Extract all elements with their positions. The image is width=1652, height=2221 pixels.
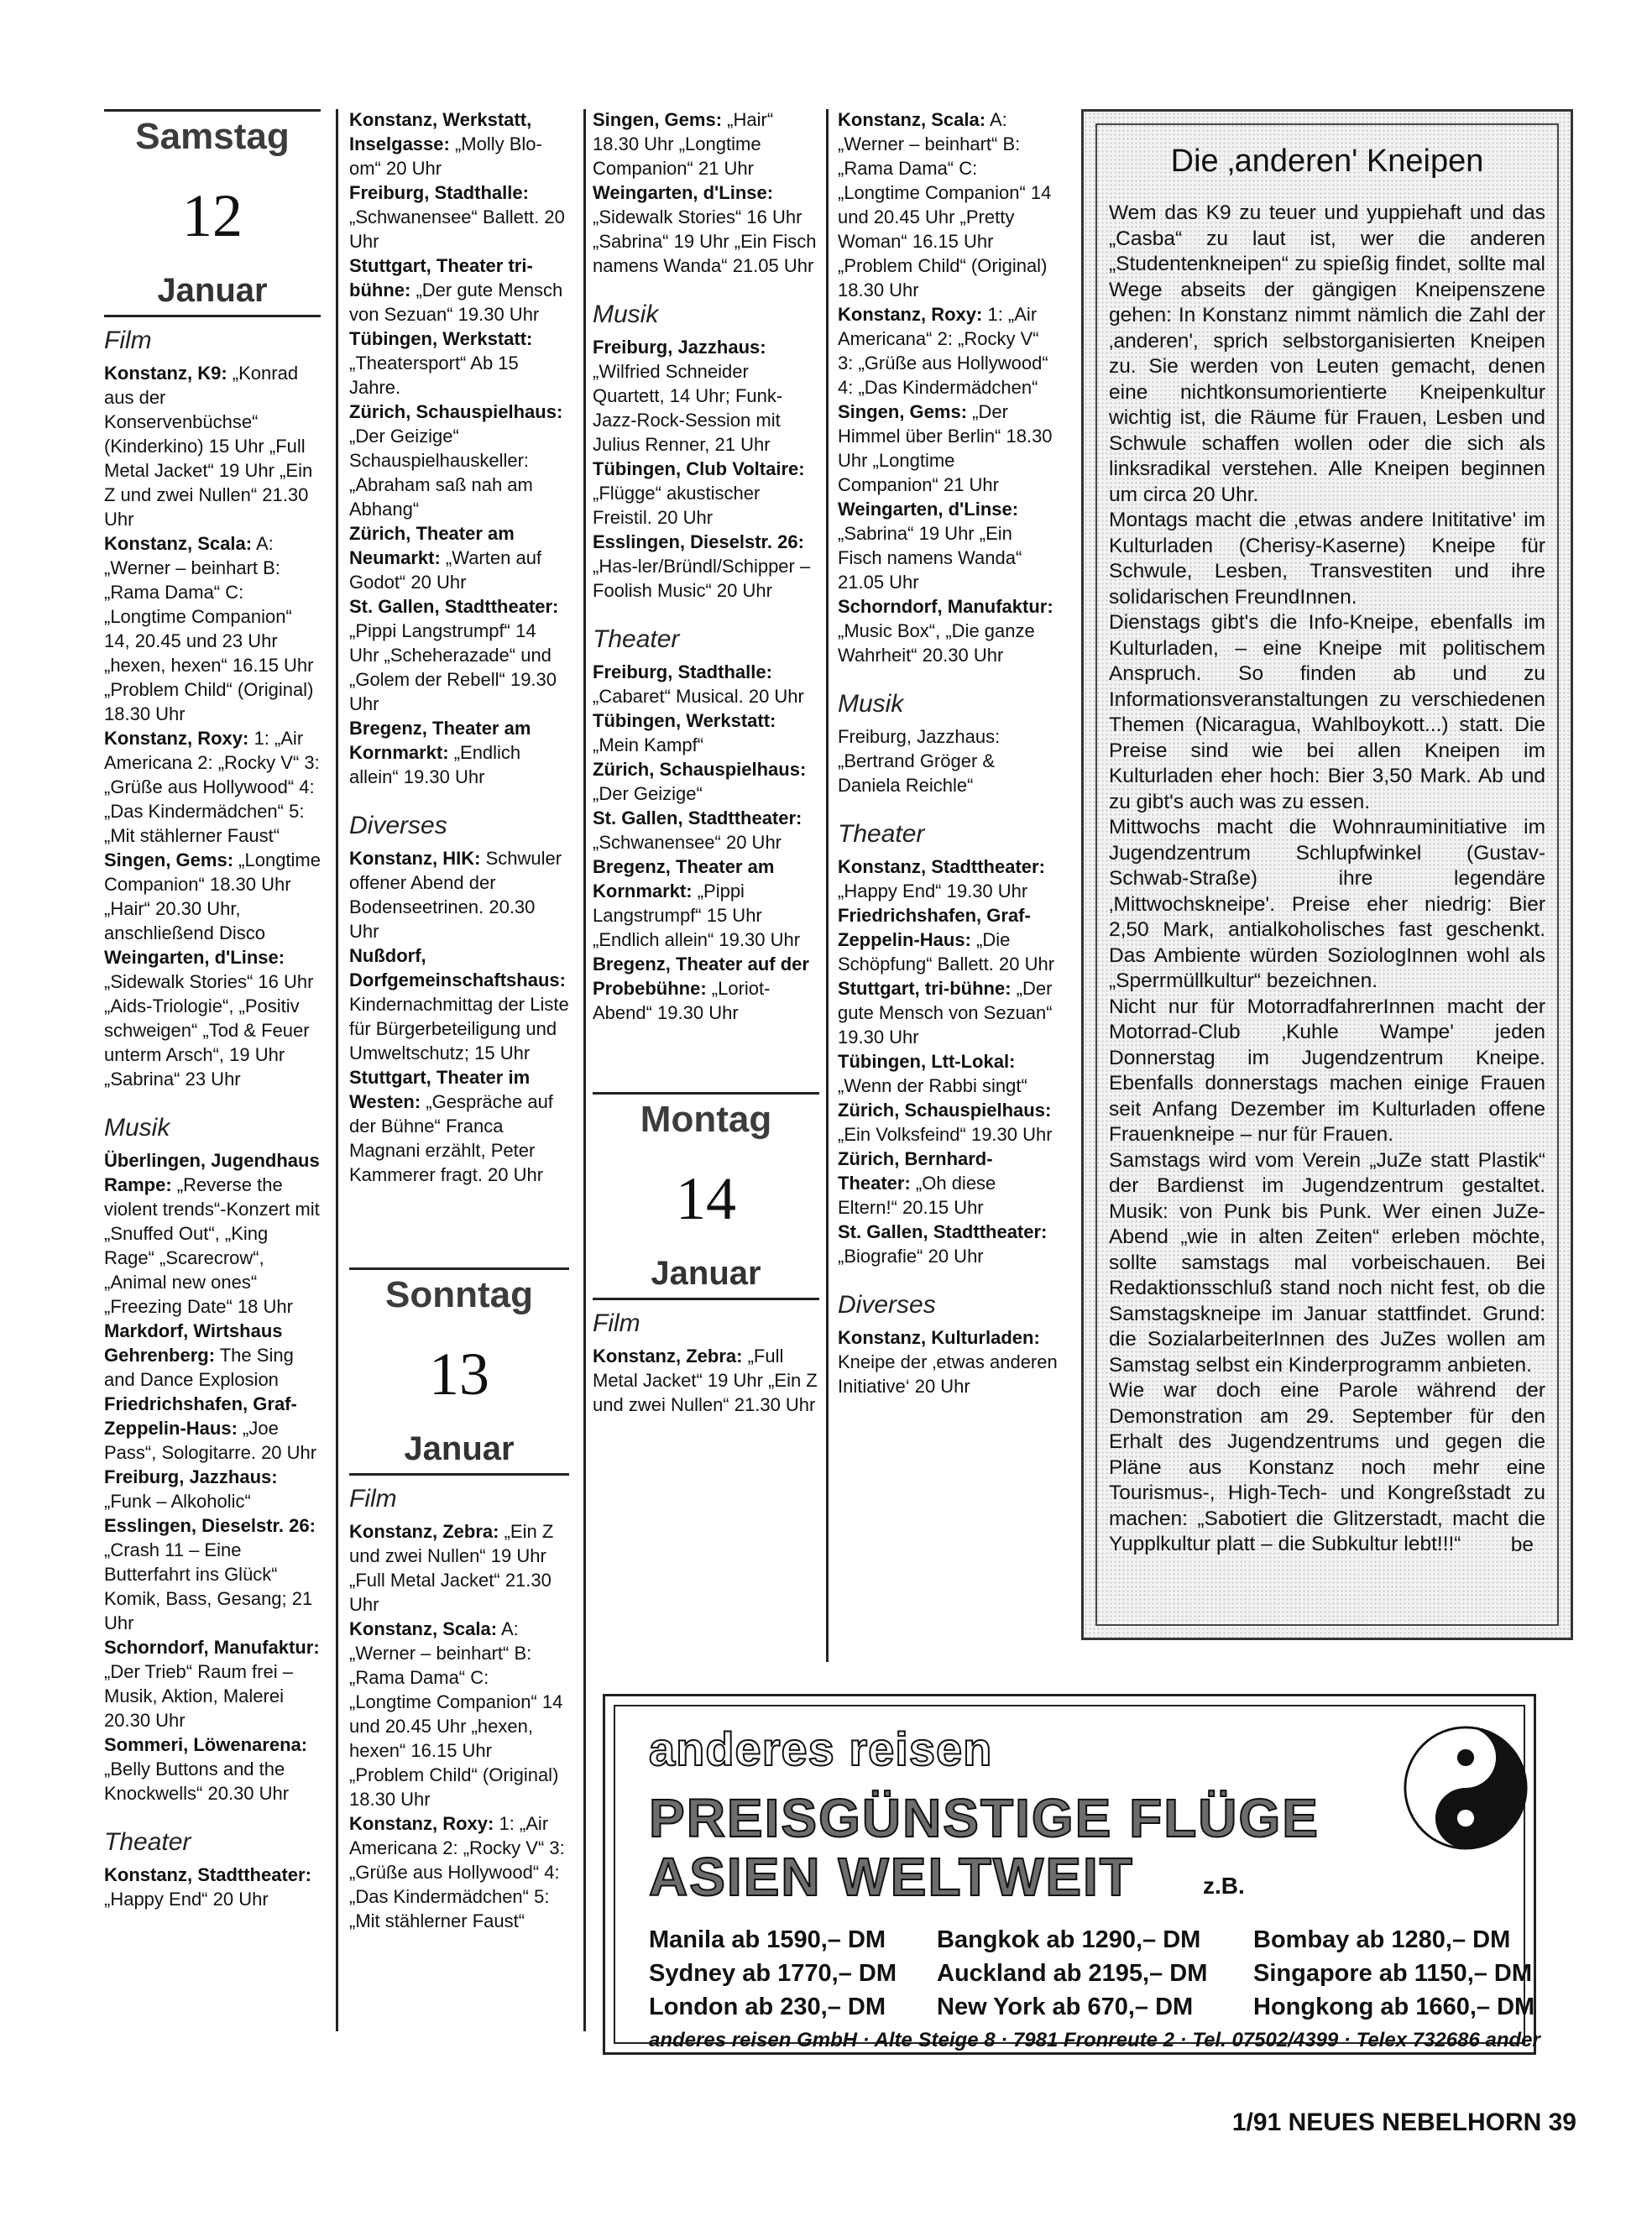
venue: Singen, Gems: (838, 401, 968, 422)
venue: Stuttgart, tri-bühne: (838, 978, 1012, 999)
article-paragraph: Nicht nur für MotorradfahrerInnen macht der Motorrad-Club ‚Kuhle Wampe' jeden Donnerstag im Jugendzentrum Kneipe. Ebenfalls donnerstags machen einige Frauen seit Anfang Dezember im Kulturladen offene Frauenkneipe – nur für Frauen. (1109, 995, 1545, 1146)
venue: Bregenz, Theater am Kornmarkt: (349, 718, 531, 763)
event-details: „Warten auf Godot“ 20 Uhr (349, 547, 542, 593)
ad-price-row: Sydney ab 1770,– DM (649, 1960, 897, 1987)
ad-subheadline: ASIEN WELTWEIT (649, 1847, 1134, 1907)
article-paragraph: Mittwochs macht die Wohnrauminitiative im Jugendzentrum Schlupfwinkel (Gustav-Schwab-Straße) ihre legendäre ‚Mittwochskneipe'. Preise eher niedrig: Bier 2,50 Mark, antialkoholisches fast geschenkt. Das Ambiente würden SoziologInnen wohl als „Sperrmüllkultur“ bezeichnen. (1109, 816, 1545, 992)
day-number: 13 (429, 1340, 489, 1408)
listing-entry (593, 952, 819, 1025)
event-details: „Reverse the violent trends“-Konzert mit „Snuffed Out“, „King Rage“ „Scarecrow“, „Animal new ones“ „Freezing Date“ 18 Uhr (104, 1174, 320, 1317)
listing-entry (104, 848, 321, 945)
event-details: 1: „Air Americana“ 2: „Rocky V“ 3: „Grüße aus Hollywood“ 4: „Das Kindermädchen“ (838, 304, 1048, 398)
venue: Freiburg, Stadthalle: (349, 182, 529, 203)
listing-entry (593, 1344, 819, 1417)
listing-entry (349, 943, 569, 1065)
venue: Konstanz, Scala: (838, 109, 986, 130)
venue: Zürich, Schauspielhaus: (838, 1100, 1052, 1121)
event-details: Freiburg, Jazzhaus: „Bertrand Gröger & Daniela Reichle“ (838, 726, 1001, 796)
day-name: Sonntag (385, 1274, 533, 1315)
event-details: „Oh diese Eltern!“ 20.15 Uhr (838, 1173, 996, 1218)
venue: Freiburg, Jazzhaus: (104, 1466, 278, 1487)
venue: Zürich, Schauspielhaus: (349, 401, 563, 422)
venue: St. Gallen, Stadttheater: (838, 1221, 1048, 1242)
article-paragraph: Montags macht die ‚etwas andere Inititative' im Kulturladen (Cherisy-Kaserne) Kneipe für Schwule, Lesben, Transvestiten und ihre solidarischen FreundInnen. (1109, 509, 1545, 609)
venue: Freiburg, Stadthalle: (593, 661, 772, 682)
event-details: „Full Metal Jacket“ 19 Uhr „Ein Z und zwei Nullen“ 21.30 Uhr (593, 1346, 818, 1415)
event-details: „Der gute Mensch von Sezuan“ 19.30 Uhr (349, 280, 563, 325)
venue: Markdorf, Wirtshaus Gehrenberg: (104, 1320, 283, 1366)
listing-entry (593, 335, 819, 457)
venue: Konstanz, Scala: (349, 1618, 498, 1639)
ad-price-row: Hongkong ab 1660,– DM (1253, 1994, 1535, 2020)
event-details: „Cabaret“ Musical. 20 Uhr (593, 686, 804, 707)
yin-yang-icon (1403, 1725, 1529, 1851)
event-details: A: „Werner – beinhart“ B: „Rama Dama“ C: „Longtime Companion“ 14 und 20.45 Uhr „Pretty Woman“ 16.15 Uhr „Problem Child“ (Original) 18.30 Uhr (838, 109, 1052, 300)
listing-entry (349, 1065, 569, 1187)
listing-entry (349, 1811, 569, 1933)
venue: Tübingen, Werkstatt: (349, 328, 533, 349)
event-details: A: „Werner – beinhart B: „Rama Dama“ C: „Longtime Companion“ 14, 20.45 und 23 Uhr „hexen, hexen“ 16.15 Uhr „Problem Child“ (Original) 18.30 Uhr (104, 533, 314, 724)
day-number: 12 (182, 182, 243, 249)
listing-entry (104, 1513, 321, 1635)
column-2 (349, 107, 569, 1933)
listing-col4-theater (838, 854, 1059, 1268)
listing-col4-musik (838, 724, 1059, 797)
event-details: „Sidewalk Stories“ 16 Uhr „Sabrina“ 19 Uhr „Ein Fisch namens Wanda“ 21.05 Uhr (593, 206, 817, 276)
event-details: „Mein Kampf“ (593, 734, 704, 755)
event-details: „Ein Z und zwei Nullen“ 19 Uhr „Full Metal Jacket“ 21.30 Uhr (349, 1521, 554, 1615)
event-details: „Longtime Companion“ 18.30 Uhr „Hair“ 20.30 Uhr, anschließend Disco (104, 849, 321, 943)
listing-sunday-film (349, 1519, 569, 1933)
listing-entry (104, 1635, 321, 1732)
listing-entry (349, 327, 569, 400)
listing-entry (838, 107, 1059, 302)
listing-entry (838, 302, 1059, 400)
listing-entry (104, 945, 321, 1091)
event-details: „Konrad aus der Konservenbüchse“ (Kinderkino) 15 Uhr „Full Metal Jacket“ 19 Uhr „Ein Z und zwei Nullen“ 21.30 Uhr (104, 363, 313, 530)
ad-brand: anderes reisen (649, 1722, 993, 1775)
month-name: Januar (104, 271, 321, 317)
section-heading: Musik (104, 1114, 170, 1142)
ad-price-row: Bangkok ab 1290,– DM (937, 1926, 1201, 1953)
listing-entry (838, 497, 1059, 594)
section-heading: Film (349, 1485, 397, 1513)
listing-entry (593, 757, 819, 806)
ad-headline: PREISGÜNSTIGE FLÜGE (649, 1788, 1320, 1848)
listing-entry (104, 1148, 321, 1319)
listing-saturday-theater (104, 1863, 321, 1911)
event-details: „Happy End“ 19.30 Uhr (838, 881, 1028, 901)
event-details: Schwuler offener Abend der Bodenseetrinen. 20.30 Uhr (349, 848, 562, 942)
event-details: „Biografie“ 20 Uhr (838, 1246, 984, 1267)
listing-entry (593, 806, 819, 854)
listing-col4 (838, 107, 1059, 667)
listing-entry (838, 400, 1059, 497)
event-details: „Der Himmel über Berlin“ 18.30 Uhr „Longtime Companion“ 21 Uhr (838, 401, 1053, 495)
venue: Weingarten, d'Linse: (104, 947, 285, 968)
venue: Konstanz, Stadttheater: (104, 1864, 311, 1885)
listing-entry (593, 660, 819, 708)
venue: St. Gallen, Stadttheater: (593, 807, 802, 828)
event-details: „Der gute Mensch von Sezuan“ 19.30 Uhr (838, 978, 1053, 1048)
event-details: „Wenn der Rabbi singt“ (838, 1075, 1027, 1096)
article-title: Die ‚anderen' Kneipen (1170, 144, 1484, 179)
day-header-saturday (104, 109, 321, 317)
venue: Esslingen, Dieselstr. 26: (593, 531, 804, 552)
listing-entry (104, 1863, 321, 1911)
listing-entry (593, 107, 819, 180)
listing-entry (349, 521, 569, 594)
listing-entry (349, 594, 569, 716)
article-paragraph: Wie war doch eine Parole während der Demonstration am 29. September für den Erhalt des Jugendzentrums und gegen die Pläne aus Konstanz noch mehr eine Tourismus-, High-Tech- und Kongreßstadt zu machen: „Sabotiert die Glitzerstadt, macht die Yupplkultur platt – die Subkultur lebt!!!“ (1109, 1379, 1545, 1555)
ad-price-row: Singapore ab 1150,– DM (1253, 1960, 1533, 1987)
event-details: „Gespräche auf der Bühne“ Franca Magnani erzählt, Peter Kammerer fragt. 20 Uhr (349, 1091, 553, 1185)
event-details: „Schwanensee“ 20 Uhr (593, 832, 782, 853)
ad-price-row: Auckland ab 2195,– DM (937, 1960, 1208, 1987)
event-details: „Funk – Alkoholic“ (104, 1491, 251, 1512)
listing-entry (104, 1319, 321, 1392)
article-signature: be (1510, 1533, 1534, 1556)
article-paragraph: Dienstags gibt's die Info-Kneipe, ebenfalls im Kulturladen, – eine Kneipe mit politischem Anspruch. So finden ab und zu Informationsveranstaltungen zu verschiedenen Themen (Nicaragua, Wahlboykott...) statt. Die Preise sind wie bei allen Kneipen im Kulturladen eher hoch: Bier 3,50 Mark. Ab und zu gibt's auch was zu essen. (1109, 611, 1545, 813)
travel-advertisement (603, 1694, 1540, 2055)
event-details: „Has-ler/Bründl/Schipper – Foolish Music“ 20 Uhr (593, 556, 811, 601)
section-heading: Film (593, 1309, 640, 1337)
listing-col2 (349, 107, 569, 789)
venue: Esslingen, Dieselstr. 26: (104, 1515, 316, 1536)
event-details: „Der Trieb“ Raum frei – Musik, Aktion, Malerei 20.30 Uhr (104, 1661, 293, 1731)
column-divider (336, 109, 338, 2031)
venue: St. Gallen, Stadttheater: (349, 596, 559, 617)
listing-entry (349, 253, 569, 327)
listing-entry (838, 1098, 1059, 1147)
listing-saturday-film (104, 361, 321, 1091)
event-details: Kindernachmittag der Liste für Bürgerbeteiligung und Umweltschutz; 15 Uhr (349, 994, 569, 1063)
venue: Tübingen, Club Voltaire: (593, 458, 805, 479)
section-heading: Musik (838, 690, 904, 718)
venue: Konstanz, Roxy: (838, 304, 983, 325)
listing-entry (838, 903, 1059, 976)
listing-entry (838, 1147, 1059, 1220)
listing-col2-diverses (349, 846, 569, 1187)
listing-col3-theater (593, 660, 819, 1025)
venue: Konstanz, Scala: (104, 533, 253, 554)
listing-entry (838, 854, 1059, 903)
listing-entry (349, 1519, 569, 1617)
venue: Konstanz, Zebra: (593, 1346, 743, 1367)
venue: Konstanz, Werkstatt, Inselgasse: (349, 109, 532, 154)
event-details: A: „Werner – beinhart“ B: „Rama Dama“ C: „Longtime Companion“ 14 und 20.45 Uhr „hexen, hexen“ 16.15 Uhr „Problem Child“ (Original) 18.30 Uhr (349, 1618, 563, 1810)
event-details: „Sidewalk Stories“ 16 Uhr „Aids-Triologie“, „Positiv schweigen“ „Tod & Feuer unterm Arsch“, 19 Uhr „Sabrina“ 23 Uhr (104, 971, 314, 1090)
venue: Konstanz, Stadttheater: (838, 856, 1045, 877)
venue: Nußdorf, Dorfgemeinschaftshaus: (349, 945, 566, 990)
listing-col3 (593, 107, 819, 278)
venue: Schorndorf, Manufaktur: (104, 1637, 320, 1658)
venue: Konstanz, HIK: (349, 848, 481, 869)
listing-entry (838, 724, 1059, 797)
listing-col3-musik (593, 335, 819, 603)
section-heading: Diverses (349, 812, 447, 839)
listing-entry (104, 531, 321, 726)
venue: Schorndorf, Manufaktur: (838, 596, 1053, 617)
ad-price-row: New York ab 670,– DM (937, 1994, 1194, 2020)
listing-entry (349, 1617, 569, 1811)
event-details: „Pippi Langstrumpf“ 15 Uhr „Endlich allein“ 19.30 Uhr (593, 881, 801, 950)
venue: Bregenz, Theater am Kornmarkt: (593, 856, 775, 901)
section-heading: Theater (104, 1828, 191, 1856)
section-heading: Film (104, 327, 152, 354)
column-saturday (104, 109, 321, 1911)
column-3 (593, 107, 819, 1417)
event-details: Kneipe der ‚etwas anderen Initiative‘ 20 Uhr (838, 1351, 1058, 1397)
listing-entry (838, 1049, 1059, 1098)
venue: Konstanz, Roxy: (349, 1813, 494, 1834)
ad-price-row: Bombay ab 1280,– DM (1253, 1926, 1511, 1953)
event-details: The Sing and Dance Explosion (104, 1345, 294, 1390)
venue: Sommeri, Löwenarena: (104, 1734, 308, 1755)
article-paragraph: Wem das K9 zu teuer und yuppiehaft und das „Casba“ zu laut ist, wer die anderen „Studentenkneipen“ zu spießig findet, sollte mal Wege abseits der gängigen Kneipenszene gehen: In Konstanz nimmt nämlich die Zahl der ‚anderen', sprich selbstorganisierten Kneipen zu. Sie werden von Leuten gemacht, denen eine nichtkonsumorientierte Kneipenkultur wichtig ist, die Räume für Frauen, Lesben und Schwule schaffen wollen oder die sich als linksradikal verstehen. Alle Kneipen beginnen um circa 20 Uhr. (1109, 201, 1545, 506)
article-body (1109, 201, 1545, 1558)
section-heading: Diverses (838, 1291, 936, 1319)
event-details: „Belly Buttons and the Knockwells“ 20.30 Uhr (104, 1759, 290, 1804)
listing-entry (838, 1325, 1059, 1398)
listing-entry (349, 846, 569, 943)
month-name: Januar (593, 1254, 819, 1300)
venue: Friedrichshafen, Graf-Zeppelin-Haus: (838, 905, 1031, 950)
event-details: „Crash 11 – Eine Butterfahrt ins Glück“ Komik, Bass, Gesang; 21 Uhr (104, 1539, 313, 1633)
listing-monday-film (593, 1344, 819, 1417)
event-details: „Wilfried Schneider Quartett, 14 Uhr; Funk-Jazz-Rock-Session mit Julius Renner, 21 Uhr (593, 361, 783, 455)
listing-entry (593, 457, 819, 530)
event-details: „Loriot-Abend“ 19.30 Uhr (593, 978, 771, 1023)
listing-entry (104, 1732, 321, 1806)
section-heading: Theater (838, 820, 925, 848)
listing-col4-diverses (838, 1325, 1059, 1398)
listing-entry (104, 1465, 321, 1513)
event-details: „Music Box“, „Die ganze Wahrheit“ 20.30 Uhr (838, 620, 1035, 666)
event-details: „Pippi Langstrumpf“ 14 Uhr „Scheherazade“ und „Golem der Rebell“ 19.30 Uhr (349, 620, 557, 714)
event-details: 1: „Air Americana 2: „Rocky V“ 3: „Grüße aus Hollywood“ 4: „Das Kindermädchen“ 5: „Mit stählerner Faust“ (349, 1813, 565, 1931)
event-details: „Schwanensee“ Ballett. 20 Uhr (349, 206, 565, 252)
day-header-monday (593, 1092, 819, 1300)
day-number: 14 (676, 1165, 736, 1232)
article-box (1081, 109, 1573, 1640)
venue: Friedrichshafen, Graf-Zeppelin-Haus: (104, 1393, 297, 1439)
month-name: Januar (349, 1429, 569, 1476)
event-details: 1: „Air Americana 2: „Rocky V“ 3: „Grüße aus Hollywood“ 4: „Das Kindermädchen“ 5: „Mit stählerner Faust“ (104, 728, 320, 846)
event-details: „Ein Volksfeind“ 19.30 Uhr (838, 1124, 1053, 1145)
listing-entry (593, 530, 819, 603)
listing-entry (838, 1220, 1059, 1268)
venue: Stuttgart, Theater tri-bühne: (349, 255, 533, 300)
venue: Konstanz, Kulturladen: (838, 1327, 1040, 1348)
venue: Singen, Gems: (104, 849, 234, 870)
event-details: „Sabrina“ 19 Uhr „Ein Fisch namens Wanda“ 21.05 Uhr (838, 523, 1022, 593)
event-details: „Happy End“ 20 Uhr (104, 1889, 269, 1910)
event-details: „Hair“ 18.30 Uhr „Longtime Companion“ 21 Uhr (593, 109, 774, 179)
venue: Konstanz, K9: (104, 363, 227, 384)
venue: Zürich, Bernhard-Theater: (838, 1148, 993, 1194)
listing-saturday-musik (104, 1148, 321, 1806)
listing-entry (349, 180, 569, 253)
event-details: „Flügge“ akustischer Freistil. 20 Uhr (593, 483, 761, 528)
section-heading: Theater (593, 625, 680, 653)
ad-contact: anderes reisen GmbH · Alte Steige 8 · 7981 Fronreute 2 · Tel. 07502/4399 · Telex 732686 ander (649, 2029, 1540, 2051)
venue: Weingarten, d'Linse: (593, 182, 774, 203)
event-details: „Joe Pass“, Sologitarre. 20 Uhr (104, 1418, 317, 1463)
venue: Zürich, Theater am Neumarkt: (349, 523, 515, 568)
column-4 (838, 107, 1059, 1398)
venue: Bregenz, Theater auf der Probebühne: (593, 954, 809, 999)
venue: Weingarten, d'Linse: (838, 499, 1019, 520)
ad-price-row: London ab 230,– DM (649, 1994, 886, 2020)
listing-entry (593, 854, 819, 952)
listing-entry (838, 976, 1059, 1049)
event-details: „Der Geizige“ (593, 783, 703, 804)
day-name: Samstag (135, 116, 290, 157)
venue: Überlingen, Jugendhaus Rampe: (104, 1150, 320, 1195)
listing-entry (104, 361, 321, 531)
listing-entry (349, 107, 569, 180)
event-details: „Theatersport“ Ab 15 Jahre. (349, 353, 519, 398)
listing-entry (349, 400, 569, 521)
page-footer: 1/91 NEUES NEBELHORN 39 (1231, 2109, 1576, 2136)
column-divider (826, 109, 829, 1662)
listing-entry (104, 726, 321, 848)
venue: Konstanz, Zebra: (349, 1521, 499, 1542)
venue: Tübingen, Ltt-Lokal: (838, 1051, 1016, 1072)
listing-entry (593, 708, 819, 757)
venue: Stuttgart, Theater im Westen: (349, 1067, 531, 1112)
article-paragraph: Samstags wird vom Verein „JuZe statt Plastik“ der Bardienst im Jugendzentrum gestaltet. Musik: von Punk bis Punk. Wer einen JuZe-Abend „wie in alten Zeiten“ erleben möchte, sollte samstags mal vorbeischauen. Bei Redaktionsschluß stand noch nicht fest, ob die Samstagskneipe im Januar stattfindet. Grund: die SozialarbeiterInnen des JuZes wollen am Samstag selbst ein Kinderprogramm anbieten. (1109, 1148, 1545, 1377)
column-divider (583, 109, 586, 2031)
day-name: Montag (640, 1099, 772, 1140)
listing-entry (838, 594, 1059, 667)
venue: Konstanz, Roxy: (104, 728, 249, 749)
listing-entry (593, 180, 819, 278)
event-details: „Die Schöpfung“ Ballett. 20 Uhr (838, 929, 1055, 975)
day-header-sunday (349, 1267, 569, 1476)
ad-price-row: Manila ab 1590,– DM (649, 1926, 886, 1953)
listing-entry (349, 716, 569, 789)
event-details: „Molly Blo-om“ 20 Uhr (349, 133, 542, 179)
venue: Freiburg, Jazzhaus: (593, 337, 766, 358)
section-heading: Musik (593, 300, 659, 328)
venue: Zürich, Schauspielhaus: (593, 759, 807, 780)
ad-zb: z.B. (1203, 1873, 1245, 1899)
event-details: „Der Geizige“ Schauspielhauskeller: „Abraham saß nah am Abhang“ (349, 426, 533, 520)
listing-entry (104, 1392, 321, 1465)
venue: Singen, Gems: (593, 109, 723, 130)
event-details: „Endlich allein“ 19.30 Uhr (349, 742, 521, 787)
venue: Tübingen, Werkstatt: (593, 710, 776, 731)
